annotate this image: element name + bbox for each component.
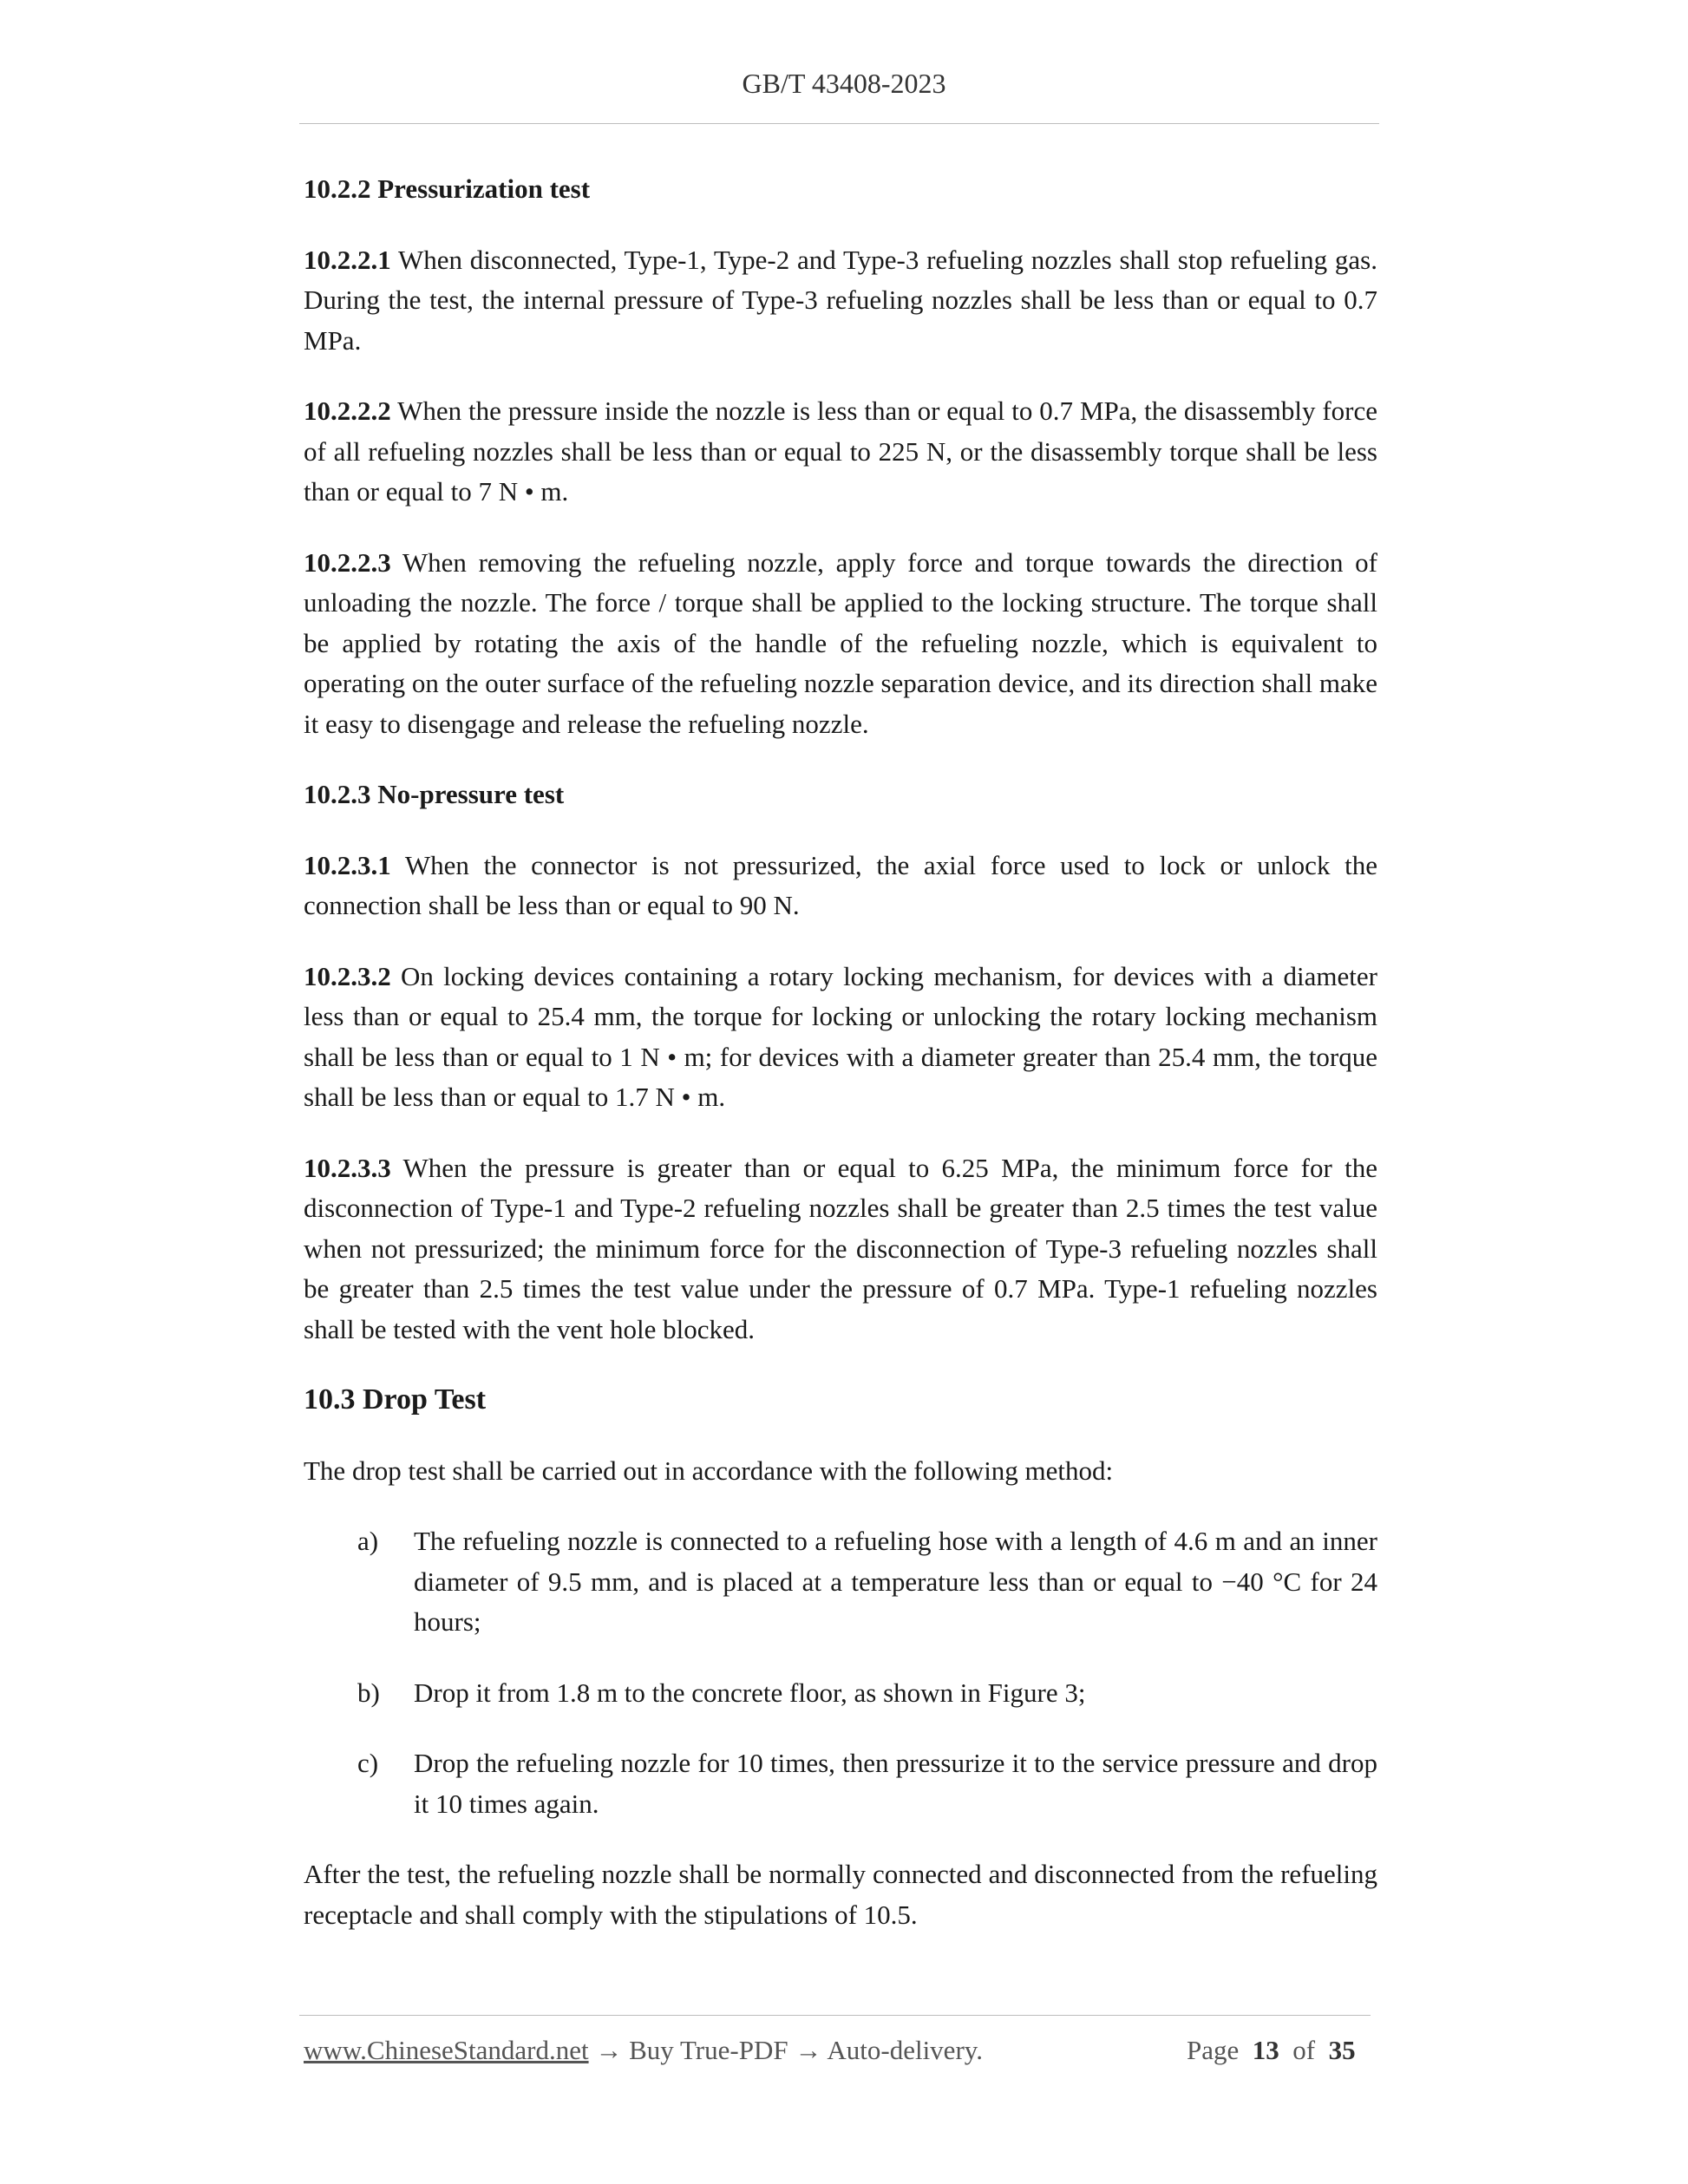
clause-number: 10.2.2.2 bbox=[304, 396, 391, 426]
section-heading-10-3: 10.3 Drop Test bbox=[304, 1383, 487, 1416]
clause-10-2-3-3 bbox=[304, 1148, 1377, 1350]
list-item bbox=[304, 1743, 1377, 1824]
clause-number: 10.2.3.1 bbox=[304, 849, 391, 880]
clause-text: When disconnected, Type-1, Type-2 and Type-3 refueling nozzles shall stop refueling gas. During the test, the internal pressure of Type-3 refueling nozzles shall be less than or equal to 0.7 MPa. bbox=[304, 244, 1377, 356]
list-marker: c) bbox=[357, 1748, 379, 1778]
clause-number: 10.2.3.3 bbox=[304, 1152, 391, 1183]
section-heading-10-2-2: 10.2.2 Pressurization test bbox=[304, 173, 591, 204]
list-item bbox=[304, 1521, 1377, 1643]
footer-tagline: → Buy True-PDF → Auto-delivery. bbox=[588, 2035, 983, 2065]
clause-text: When removing the refueling nozzle, apply force and torque towards the direction of unloading the nozzle. The force / torque shall be applied to the locking structure. The torque shall be applied by rotating the axis of the handle of the refueling nozzle, which is equivalent to operating on the outer surface of the refueling nozzle separation device, and its direction shall make it easy to disengage and release the refueling nozzle. bbox=[304, 546, 1377, 739]
list-marker: a) bbox=[357, 1526, 379, 1556]
drop-test-steps bbox=[304, 1521, 1377, 1824]
section-heading-10-2-3: 10.2.3 No-pressure test bbox=[304, 779, 565, 809]
footer-divider bbox=[299, 2015, 1371, 2016]
clause-10-2-3-1 bbox=[304, 846, 1377, 926]
list-item bbox=[304, 1673, 1377, 1714]
list-item-text: Drop it from 1.8 m to the concrete floor, as shown in Figure 3; bbox=[414, 1677, 1086, 1708]
clause-10-2-3-2 bbox=[304, 957, 1377, 1118]
clause-number: 10.2.2.3 bbox=[304, 546, 391, 578]
drop-test-intro: The drop test shall be carried out in accordance with the following method: bbox=[304, 1455, 1114, 1486]
clause-10-2-2-3 bbox=[304, 543, 1377, 745]
page-indicator bbox=[1187, 2035, 1356, 2066]
clause-number: 10.2.2.1 bbox=[304, 244, 391, 275]
of-label: of bbox=[1292, 2035, 1316, 2065]
header-divider bbox=[299, 123, 1379, 124]
website-link[interactable]: www.ChineseStandard.net bbox=[304, 2035, 589, 2065]
list-marker: b) bbox=[357, 1677, 380, 1708]
current-page-number: 13 bbox=[1252, 2035, 1279, 2065]
clause-10-2-2-1 bbox=[304, 240, 1377, 362]
page-label: Page bbox=[1187, 2035, 1240, 2065]
document-body bbox=[304, 169, 1377, 1965]
footer-promo bbox=[304, 2035, 983, 2066]
clause-10-2-2-2 bbox=[304, 391, 1377, 513]
clause-text: When the connector is not pressurized, the axial force used to lock or unlock the connection shall be less than or equal to 90 N. bbox=[304, 849, 1377, 920]
drop-test-outro: After the test, the refueling nozzle shall be normally connected and disconnected from the refueling receptacle and shall comply with the stipulations of 10.5. bbox=[304, 1859, 1377, 1930]
total-page-count: 35 bbox=[1328, 2035, 1356, 2065]
clause-text: When the pressure inside the nozzle is less than or equal to 0.7 MPa, the disassembly force of all refueling nozzles shall be less than or equal to 225 N, or the disassembly torque shall be less than or equal to 7 N • m. bbox=[304, 396, 1377, 507]
list-item-text: The refueling nozzle is connected to a refueling hose with a length of 4.6 m and an inner diameter of 9.5 mm, and is placed at a temperature less than or equal to −40 °C for 24 hours; bbox=[414, 1526, 1377, 1637]
clause-number: 10.2.3.2 bbox=[304, 960, 391, 991]
page-header-title: GB/T 43408-2023 bbox=[742, 68, 946, 99]
clause-text: On locking devices containing a rotary locking mechanism, for devices with a diameter less than or equal to 25.4 mm, the torque for locking or unlocking the rotary locking mechanism shall be less than or equal to 1 N • m; for devices with a diameter greater than 25.4 mm, the torque shall be less than or equal to 1.7 N • m. bbox=[304, 960, 1377, 1112]
list-item-text: Drop the refueling nozzle for 10 times, then pressurize it to the service pressure and drop it 10 times again. bbox=[414, 1748, 1377, 1819]
clause-text: When the pressure is greater than or equal to 6.25 MPa, the minimum force for the disconnection of Type-1 and Type-2 refueling nozzles shall be greater than 2.5 times the test value when not pressurized; the minimum force for the disconnection of Type-3 refueling nozzles shall be greater than 2.5 times the test value under the pressure of 0.7 MPa. Type-1 refueling nozzles shall be tested with the vent hole blocked. bbox=[304, 1152, 1377, 1344]
